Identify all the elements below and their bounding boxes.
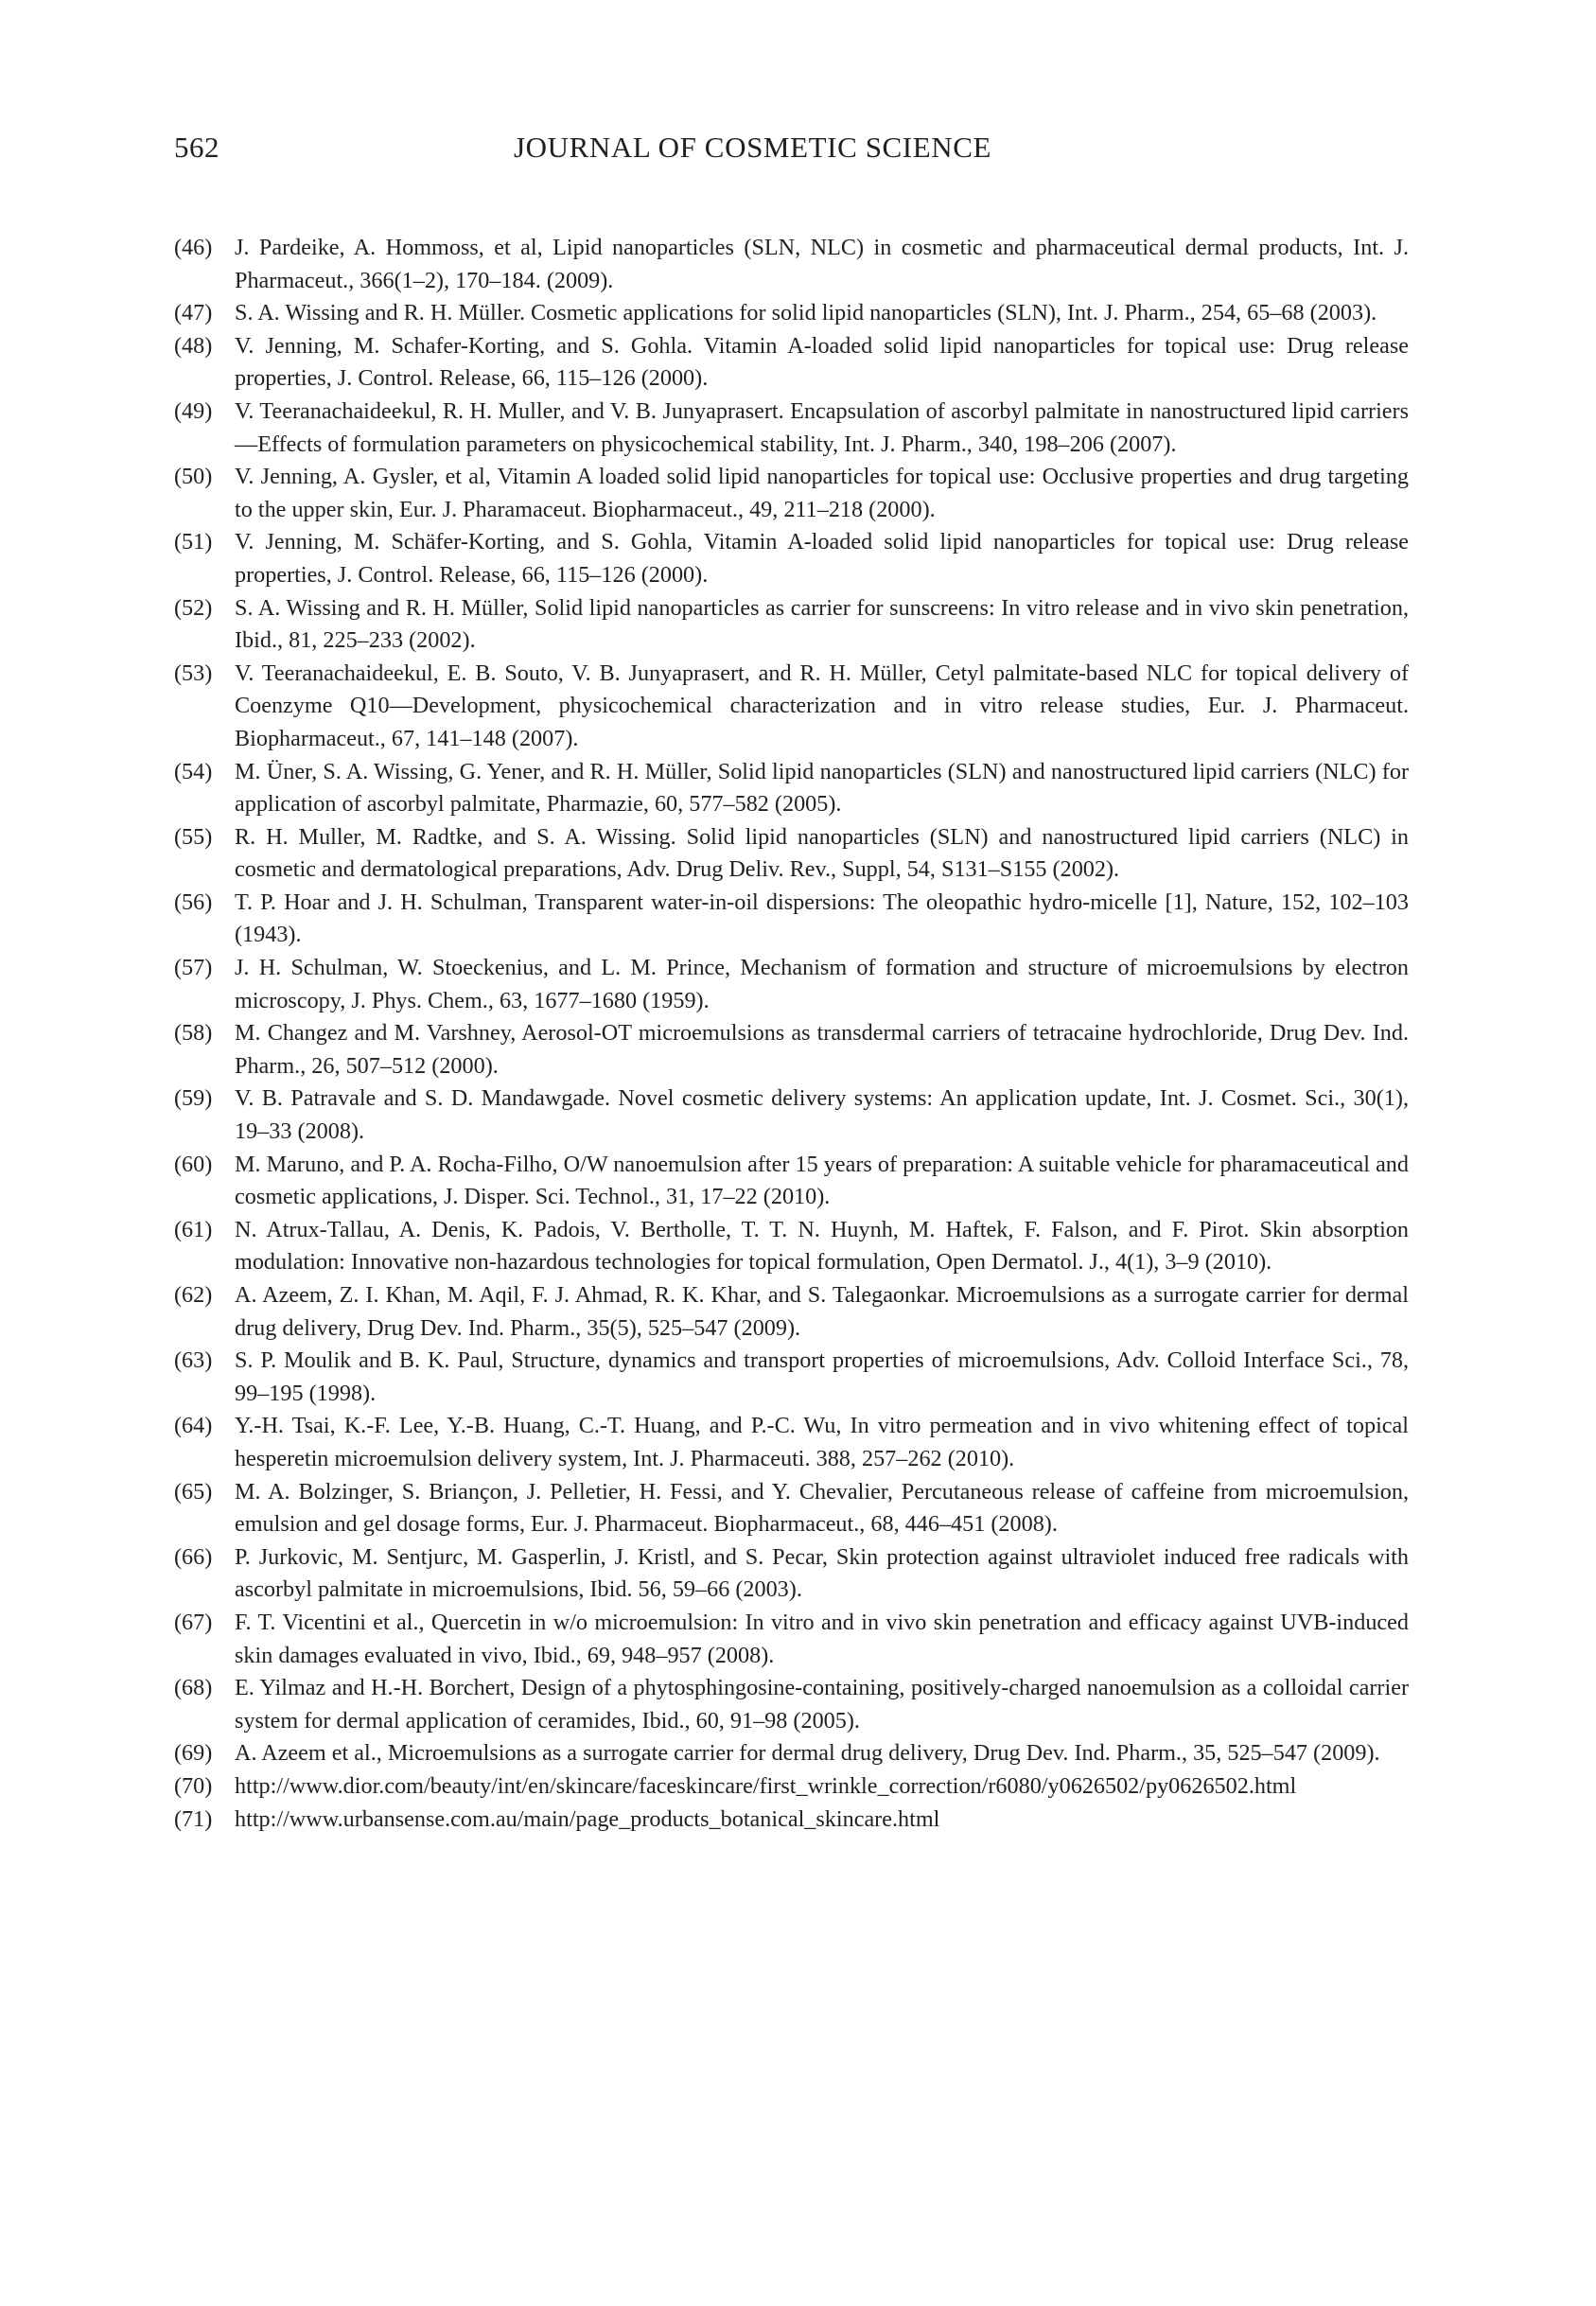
reference-text: V. Jenning, M. Schafer-Korting, and S. Gohla. Vitamin A-loaded solid lipid nanoparticles for topical use: Drug release properties, J. Control. Release, 66, 115–126 (2000). [235, 332, 1409, 392]
reference-text: J. H. Schulman, W. Stoeckenius, and L. M. Prince, Mechanism of formation and structure of microemulsions by electron microscopy, J. Phys. Chem., 63, 1677–1680 (1959). [235, 955, 1409, 1013]
reference-item [174, 461, 1409, 526]
reference-text: T. P. Hoar and J. H. Schulman, Transparent water-in-oil dispersions: The oleopathic hydro-micelle [1], Nature, 152, 102–103 (1943). [235, 889, 1409, 948]
reference-text: V. Jenning, M. Schäfer-Korting, and S. Gohla, Vitamin A-loaded solid lipid nanoparticles for topical use: Drug release properties, J. Control. Release, 66, 115–126 (2000). [235, 529, 1409, 588]
reference-number: (66) [174, 1543, 213, 1570]
reference-text: V. Teeranachaideekul, E. B. Souto, V. B. Junyaprasert, and R. H. Müller, Cetyl palmitate-based NLC for topical delivery of Coenzyme Q10—Development, physicochemical characterization and in vitro release studies, Eur. J. Pharmaceut. Biopharmaceut., 67, 141–148 (2007). [235, 660, 1409, 751]
reference-text: M. Maruno, and P. A. Rocha-Filho, O/W nanoemulsion after 15 years of preparation: A suitable vehicle for pharamaceutical and cosmetic applications, J. Disper. Sci. Technol., 31, 17–22 (2010). [235, 1151, 1409, 1210]
reference-item [174, 297, 1409, 330]
reference-item [174, 1214, 1409, 1279]
reference-item [174, 1476, 1409, 1541]
reference-number: (56) [174, 889, 213, 915]
reference-item [174, 592, 1409, 658]
reference-number: (62) [174, 1282, 213, 1308]
reference-item [174, 1541, 1409, 1607]
reference-text: A. Azeem et al., Microemulsions as a surrogate carrier for dermal drug delivery, Drug Dev. Ind. Pharm., 35, 525–547 (2009). [235, 1740, 1380, 1767]
reference-number: (59) [174, 1085, 213, 1112]
reference-number: (55) [174, 823, 213, 850]
page-number: 562 [174, 131, 219, 164]
reference-text: V. Jenning, A. Gysler, et al, Vitamin A loaded solid lipid nanoparticles for topical use: Occlusive properties and drug targeting to the upper skin, Eur. J. Pharamaceut. Biopharmaceut., 49, 211–218 (2000). [235, 464, 1409, 522]
reference-number: (54) [174, 758, 213, 784]
reference-item [174, 232, 1409, 297]
reference-text: F. T. Vicentini et al., Quercetin in w/o microemulsion: In vitro and in vivo skin penetration and efficacy against UVB-induced skin damages evaluated in vivo, Ibid., 69, 948–957 (2008). [235, 1609, 1409, 1668]
reference-text: P. Jurkovic, M. Sentjurc, M. Gasperlin, J. Kristl, and S. Pecar, Skin protection against ultraviolet induced free radicals with ascorbyl palmitate in microemulsions, Ibid. 56, 59–66 (2003). [235, 1543, 1409, 1603]
reference-url[interactable]: http://www.dior.com/beauty/int/en/skincare/faceskincare/first_wrinkle_correction/r6080/y0626502/py0626502.html [235, 1772, 1297, 1799]
reference-number: (48) [174, 332, 213, 359]
reference-item [174, 821, 1409, 887]
reference-item [174, 658, 1409, 756]
reference-number: (68) [174, 1675, 213, 1701]
reference-text: S. P. Moulik and B. K. Paul, Structure, dynamics and transport properties of microemulsions, Adv. Colloid Interface Sci., 78, 99–195 (1998). [235, 1347, 1409, 1406]
reference-text: V. B. Patravale and S. D. Mandawgade. Novel cosmetic delivery systems: An application update, Int. J. Cosmet. Sci., 30(1), 19–33 (2008). [235, 1085, 1409, 1145]
reference-text: V. Teeranachaideekul, R. H. Muller, and V. B. Junyaprasert. Encapsulation of ascorbyl palmitate in nanostructured lipid carriers—Effects of formulation parameters on physicochemical stability, Int. J. Pharm., 340, 198–206 (2007). [235, 397, 1409, 457]
reference-item [174, 1672, 1409, 1737]
reference-number: (69) [174, 1740, 213, 1767]
reference-text: S. A. Wissing and R. H. Müller, Solid lipid nanoparticles as carrier for sunscreens: In vitro release and in vivo skin penetration, Ibid., 81, 225–233 (2002). [235, 594, 1409, 654]
reference-text: Y.-H. Tsai, K.-F. Lee, Y.-B. Huang, C.-T. Huang, and P.-C. Wu, In vitro permeation and in vivo whitening effect of topical hesperetin microemulsion delivery system, Int. J. Pharmaceuti. 388, 257–262 (2010). [235, 1413, 1409, 1471]
reference-number: (67) [174, 1609, 213, 1635]
reference-url[interactable]: http://www.urbansense.com.au/main/page_products_botanical_skincare.html [235, 1805, 940, 1832]
reference-item [174, 887, 1409, 952]
reference-text: A. Azeem, Z. I. Khan, M. Aqil, F. J. Ahmad, R. K. Khar, and S. Talegaonkar. Microemulsions as a surrogate carrier for dermal drug delivery, Drug Dev. Ind. Pharm., 35(5), 525–547 (2009). [235, 1282, 1409, 1341]
reference-list [174, 232, 1409, 1836]
reference-text: S. A. Wissing and R. H. Müller. Cosmetic applications for solid lipid nanoparticles (SLN), Int. J. Pharm., 254, 65–68 (2003). [235, 300, 1377, 326]
reference-number: (64) [174, 1413, 213, 1439]
reference-text: M. Üner, S. A. Wissing, G. Yener, and R. H. Müller, Solid lipid nanoparticles (SLN) and nanostructured lipid carriers (NLC) for application of ascorbyl palmitate, Pharmazie, 60, 577–582 (2005). [235, 758, 1409, 818]
reference-number: (49) [174, 397, 213, 424]
reference-text: M. Changez and M. Varshney, Aerosol-OT microemulsions as transdermal carriers of tetracaine hydrochloride, Drug Dev. Ind. Pharm., 26, 507–512 (2000). [235, 1020, 1409, 1079]
reference-text: N. Atrux-Tallau, A. Denis, K. Padois, V. Bertholle, T. T. N. Huynh, M. Haftek, F. Falson, and F. Pirot. Skin absorption modulation: Innovative non-hazardous technologies for topical formulation, Open Dermatol. J., 4(1), 3–9 (2010). [235, 1216, 1409, 1276]
reference-item [174, 1345, 1409, 1410]
reference-number: (61) [174, 1216, 213, 1242]
reference-item [174, 330, 1409, 396]
reference-item [174, 396, 1409, 461]
reference-item [174, 1770, 1409, 1804]
reference-number: (63) [174, 1347, 213, 1374]
reference-item [174, 1607, 1409, 1672]
reference-item [174, 952, 1409, 1017]
reference-number: (65) [174, 1478, 213, 1505]
reference-item [174, 756, 1409, 821]
reference-number: (60) [174, 1151, 213, 1177]
reference-item [174, 526, 1409, 591]
reference-item [174, 1149, 1409, 1214]
page-header [0, 131, 1596, 168]
reference-number: (58) [174, 1020, 213, 1047]
reference-number: (53) [174, 660, 213, 686]
reference-text: R. H. Muller, M. Radtke, and S. A. Wissing. Solid lipid nanoparticles (SLN) and nanostructured lipid carriers (NLC) in cosmetic and dermatological preparations, Adv. Drug Deliv. Rev., Suppl, 54, S131–S155 (2002). [235, 823, 1409, 883]
reference-number: (47) [174, 300, 213, 326]
reference-number: (71) [174, 1805, 213, 1832]
reference-item [174, 1410, 1409, 1475]
reference-number: (57) [174, 955, 213, 981]
reference-number: (51) [174, 529, 213, 555]
reference-number: (50) [174, 464, 213, 490]
reference-item [174, 1017, 1409, 1083]
reference-number: (52) [174, 594, 213, 621]
journal-title: JOURNAL OF COSMETIC SCIENCE [514, 131, 992, 164]
reference-item [174, 1737, 1409, 1770]
reference-text: M. A. Bolzinger, S. Briançon, J. Pelletier, H. Fessi, and Y. Chevalier, Percutaneous release of caffeine from microemulsion, emulsion and gel dosage forms, Eur. J. Pharmaceut. Biopharmaceut., 68, 446–451 (2008). [235, 1478, 1409, 1538]
reference-item [174, 1804, 1409, 1837]
reference-text: E. Yilmaz and H.-H. Borchert, Design of a phytosphingosine-containing, positively-charged nanoemulsion as a colloidal carrier system for dermal application of ceramides, Ibid., 60, 91–98 (2005). [235, 1675, 1409, 1734]
reference-text: J. Pardeike, A. Hommoss, et al, Lipid nanoparticles (SLN, NLC) in cosmetic and pharmaceutical dermal products, Int. J. Pharmaceut., 366(1–2), 170–184. (2009). [235, 235, 1409, 293]
reference-item [174, 1083, 1409, 1148]
reference-item [174, 1279, 1409, 1345]
reference-number: (46) [174, 235, 213, 260]
reference-number: (70) [174, 1772, 213, 1799]
